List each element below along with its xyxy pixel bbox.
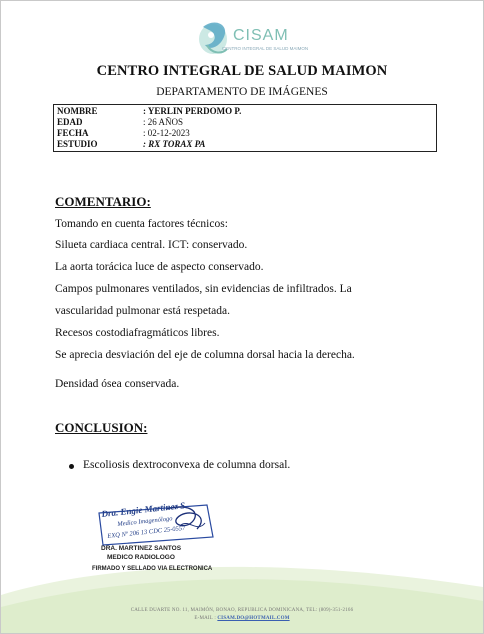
patient-info-box [53, 104, 437, 152]
age-label: EDAD [57, 117, 83, 127]
study-label: ESTUDIO [57, 139, 98, 149]
page-title: CENTRO INTEGRAL DE SALUD MAIMON [96, 63, 388, 79]
footer-contact [1, 616, 483, 621]
stamp-doctor-name: Dra. Engie Martinez S. [101, 499, 188, 519]
comment-line: Silueta cardiaca central. ICT: conservado. [55, 239, 248, 251]
comment-line: La aorta torácica luce de aspecto conservado. [55, 261, 264, 273]
study-value: : RX TORAX PA [143, 139, 206, 149]
signature-note: FIRMADO Y SELLADO VIA ELECTRONICA [92, 566, 213, 572]
doctor-name: DRA. MARTINEZ SANTOS [101, 545, 182, 552]
footer-email-link[interactable]: CISAM.DO@HOTMAIL.COM [217, 616, 290, 621]
conclusion-item: Escoliosis dextroconvexa de columna dorsal. [83, 459, 291, 471]
bullet-icon [69, 464, 74, 469]
comment-heading: COMENTARIO: [55, 194, 151, 209]
date-value: : 02-12-2023 [143, 128, 190, 138]
stamp-role: Medico Imagenólogo [117, 515, 173, 528]
stamp-id: EXQ Nº 206 13 CDC 25-0557 [107, 524, 186, 540]
comment-line: Se aprecia desviación del eje de columna dorsal hacia la derecha. [55, 349, 355, 361]
comment-line: Recesos costodiafragmáticos libres. [55, 327, 220, 339]
footer-email-label: E-MAIL : [194, 616, 218, 621]
comment-line: vascularidad pulmonar está respetada. [55, 305, 230, 317]
footer-address: CALLE DUARTE NO. 11, MAIMÓN, BONAO, REPUBLICA DOMINICANA, TEL: (809)-351-2166 [130, 608, 354, 613]
conclusion-heading: CONCLUSION: [55, 420, 148, 435]
logo-subtext: CENTRO INTEGRAL DE SALUD MAIMON [222, 46, 309, 51]
name-value: : YERLIN PERDOMO P. [143, 106, 242, 116]
comment-line: Campos pulmonares ventilados, sin evidencias de infiltrados. La [55, 283, 352, 295]
name-label: NOMBRE [57, 106, 98, 116]
date-label: FECHA [57, 128, 89, 138]
footer-wave [1, 557, 483, 633]
doctor-title: MEDICO RADIOLOGO [107, 554, 175, 561]
logo-wordmark: CISAM [233, 27, 289, 44]
age-value: : 26 AÑOS [143, 117, 184, 127]
department-subtitle: DEPARTAMENTO DE IMÁGENES [156, 86, 328, 98]
comment-line: Tomando en cuenta factores técnicos: [55, 218, 228, 230]
comment-line: Densidad ósea conservada. [55, 378, 180, 390]
